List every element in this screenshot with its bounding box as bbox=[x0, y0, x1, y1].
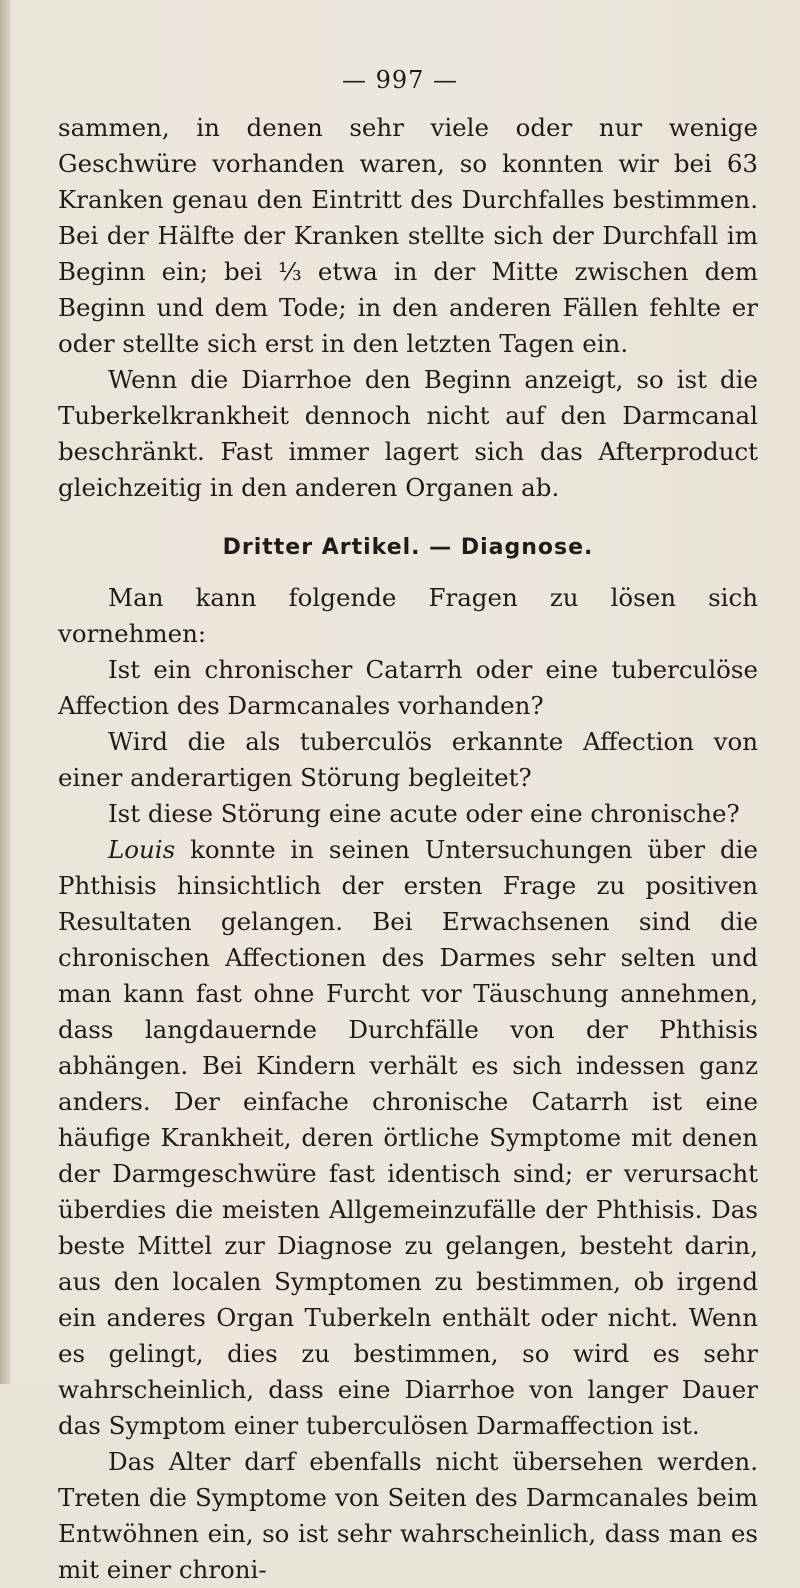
paragraph-louis bbox=[58, 832, 758, 1444]
section-heading: Dritter Artikel. — Diagnose. bbox=[222, 535, 594, 560]
paragraph-continuation: sammen, in denen sehr viele oder nur wenige Geschwüre vorhanden waren, so konnten wir bei 63 Kranken genau den Eintritt des Durchfalles bestimmen. Bei der Hälfte der Kranken stellte sich der Durchfall im Beginn ein; bei ⅓ etwa in der Mitte zwischen dem Beginn und dem Tode; in den anderen Fällen fehlte er oder stellte sich erst in den letzten Tagen ein. bbox=[58, 113, 758, 358]
paragraph-louis-text: konnte in seinen Untersuchungen über die Phthisis hinsichtlich der ersten Frage zu positiven Resultaten gelangen. Bei Erwachsenen sind die chronischen Affectionen des Darmes sehr selten und man kann fast ohne Furcht vor Täuschung annehmen, dass langdauernde Durchfälle von der Phthisis abhängen. Bei Kindern verhält es sich indessen ganz anders. Der einfache chronische Catarrh ist eine häufige Krankheit, deren örtliche Symptome mit denen der Darmgeschwüre fast identisch sind; er verursacht überdies die meisten Allgemeinzufälle der Phthisis. Das beste Mittel zur Diagnose zu gelangen, besteht darin, aus den localen Symptomen zu bestimmen, ob irgend ein anderes Organ Tuberkeln enthält oder nicht. Wenn es gelingt, dies zu bestimmen, so wird es sehr wahrscheinlich, dass eine Diarrhoe von langer Dauer das Symptom einer tuberculösen Darmaffection ist. bbox=[58, 835, 758, 1440]
paragraph-questions-intro: Man kann folgende Fragen zu lösen sich vornehmen: bbox=[58, 583, 758, 648]
page-body bbox=[58, 110, 758, 1588]
paragraph-diarrhoe: Wenn die Diarrhoe den Beginn anzeigt, so ist die Tuberkelkrankheit dennoch nicht auf den Darmcanal beschränkt. Fast immer lagert sich das Afterproduct gleichzeitig in den anderen Organen ab. bbox=[58, 365, 758, 502]
paragraph-question-3: Ist diese Störung eine acute oder eine chronische? bbox=[108, 799, 740, 828]
paragraph-question-1: Ist ein chronischer Catarrh oder eine tuberculöse Affection des Darmcanales vorhanden? bbox=[58, 655, 758, 720]
page-binding-edge bbox=[0, 0, 10, 1384]
paragraph-alter: Das Alter darf ebenfalls nicht übersehen werden. Treten die Symptome von Seiten des Darmcanales beim Entwöhnen ein, so ist sehr wahrscheinlich, dass man es mit einer chroni- bbox=[58, 1447, 758, 1584]
author-name-louis: Louis bbox=[108, 835, 176, 864]
page-number-header: — 997 — bbox=[341, 66, 459, 94]
paragraph-question-2: Wird die als tuberculös erkannte Affection von einer anderartigen Störung begleitet? bbox=[58, 727, 758, 792]
